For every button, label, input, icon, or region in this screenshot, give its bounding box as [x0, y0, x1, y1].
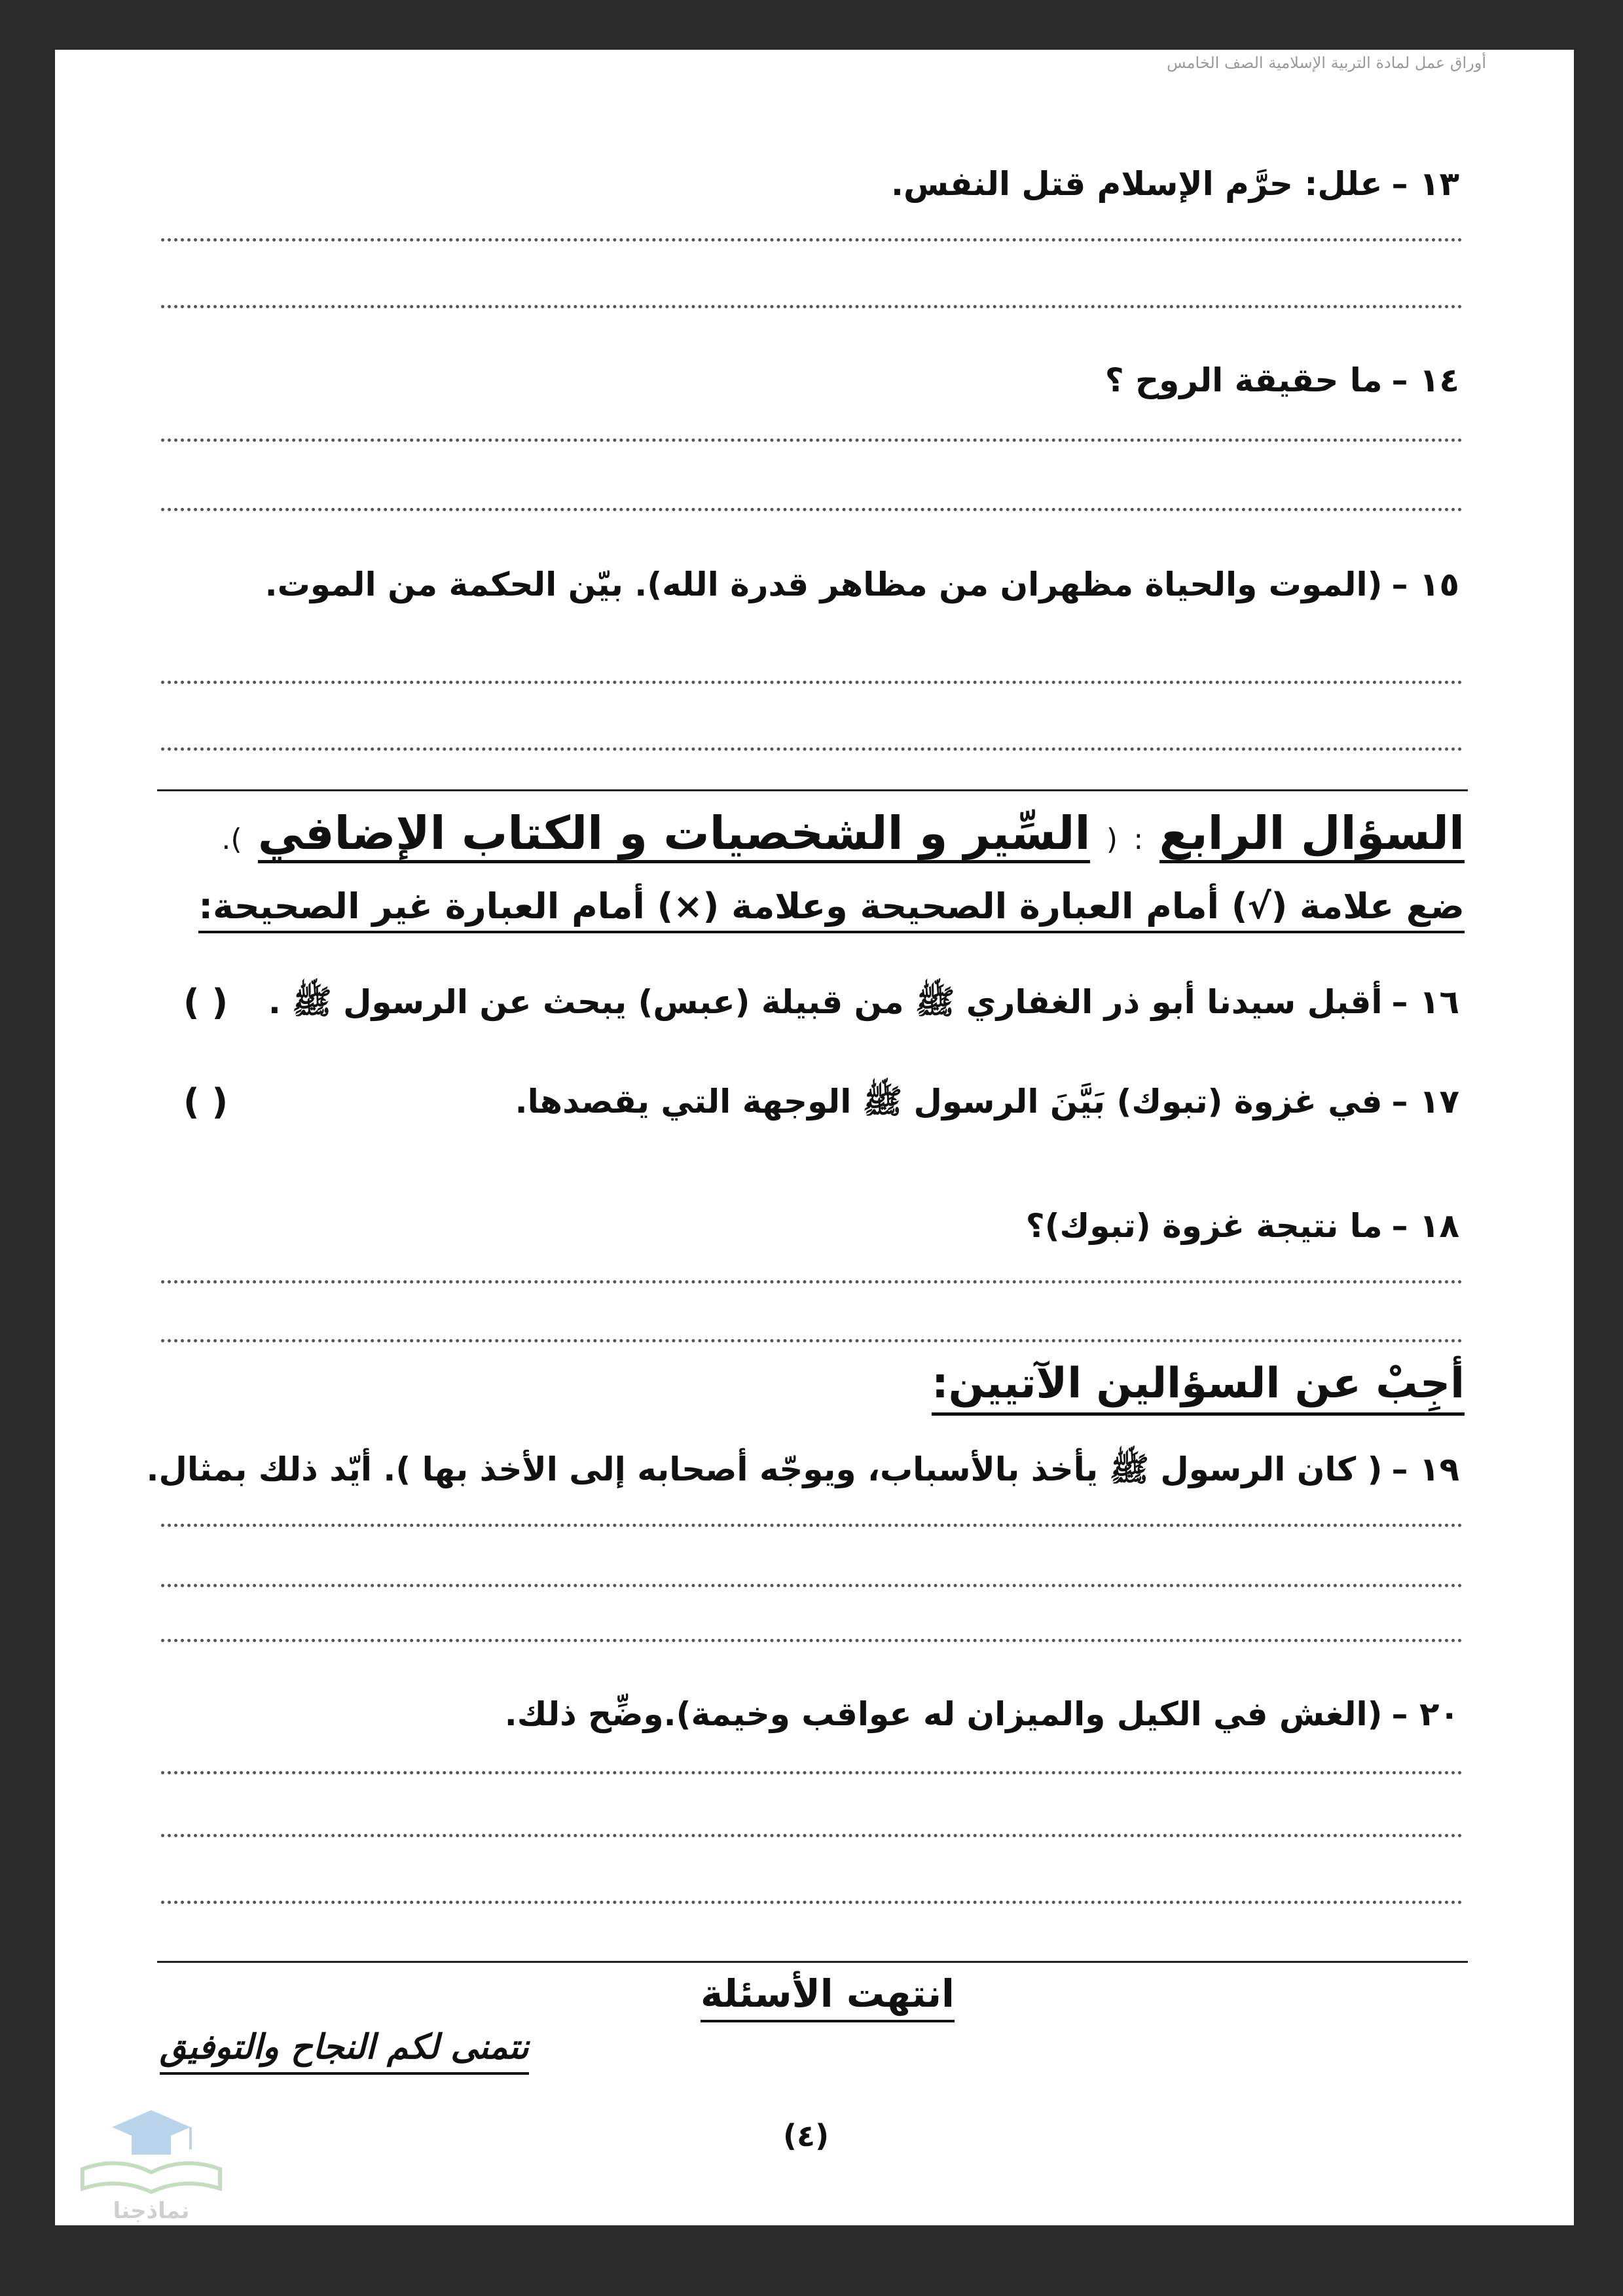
frame-left: [0, 0, 55, 2296]
instruction: ضع علامة (√) أمام العبارة الصحيحة وعلامة (×) أمام العبارة غير الصحيحة:: [198, 882, 1465, 933]
closing-wish: نتمنى لكم النجاح والتوفيق: [160, 2022, 529, 2075]
answer-line: [161, 1771, 1463, 1774]
answer-line: [161, 1584, 1463, 1587]
answer-line: [161, 305, 1463, 308]
page-number: (٤): [783, 2118, 830, 2153]
question-13: ١٣ –علل: حرَّم الإسلام قتل النفس.: [891, 165, 1459, 203]
answer-line: [161, 1901, 1463, 1904]
question-14: ١٤ –ما حقيقة الروح ؟: [1104, 361, 1459, 399]
open-book-icon: [82, 2163, 220, 2192]
answer-line: [161, 508, 1463, 511]
subheading: أجِبْ عن السؤالين الآتيين:: [932, 1355, 1465, 1416]
answer-box[interactable]: ( ): [183, 982, 228, 1023]
answer-line: [161, 1834, 1463, 1837]
answer-line: [161, 1639, 1463, 1642]
page-header: أوراق عمل لمادة التربية الإسلامية الصف الخامس: [1167, 54, 1486, 72]
answer-line: [161, 747, 1463, 751]
answer-line: [161, 681, 1463, 684]
answer-box[interactable]: ( ): [183, 1081, 228, 1122]
question-19: ١٩ –( كان الرسول ﷺ يأخذ بالأسباب، ويوجّه أصحابه إلى الأخذ بها ). أيّد ذلك بمثال.: [146, 1450, 1459, 1488]
question-15: ١٥ –(الموت والحياة مظهران من مظاهر قدرة الله). بيّن الحكمة من الموت.: [264, 565, 1459, 603]
answer-line: [161, 1339, 1463, 1342]
answer-line: [161, 238, 1463, 242]
answer-line: [161, 439, 1463, 442]
question-20: ٢٠ –(الغش في الكيل والميزان له عواقب وخيمة).وضِّح ذلك.: [504, 1695, 1459, 1733]
site-logo: [56, 2104, 246, 2225]
section-4-title: السؤال الرابع : ( السِّير و الشخصيات و الكتاب الإضافي ).: [221, 804, 1465, 869]
question-16: ١٦ –أقبل سيدنا أبو ذر الغفاري ﷺ من قبيلة (عبس) يبحث عن الرسول ﷺ .: [268, 983, 1459, 1021]
frame-right: [1574, 0, 1623, 2296]
question-17: ١٧ –في غزوة (تبوك) بَيَّنَ الرسول ﷺ الوجهة التي يقصدها.: [515, 1083, 1459, 1121]
frame-bottom: [0, 2225, 1623, 2296]
section-divider: [157, 789, 1468, 791]
frame-top: [0, 0, 1623, 50]
end-of-questions: انتهت الأسئلة: [701, 1967, 955, 2022]
answer-line: [161, 1280, 1463, 1283]
graduation-cap-icon: [112, 2110, 191, 2155]
section-divider: [157, 1961, 1468, 1963]
logo-text: نماذجنا: [113, 2198, 190, 2224]
question-18: ١٨ –ما نتيجة غزوة (تبوك)؟: [1025, 1207, 1459, 1245]
answer-line: [161, 1524, 1463, 1527]
